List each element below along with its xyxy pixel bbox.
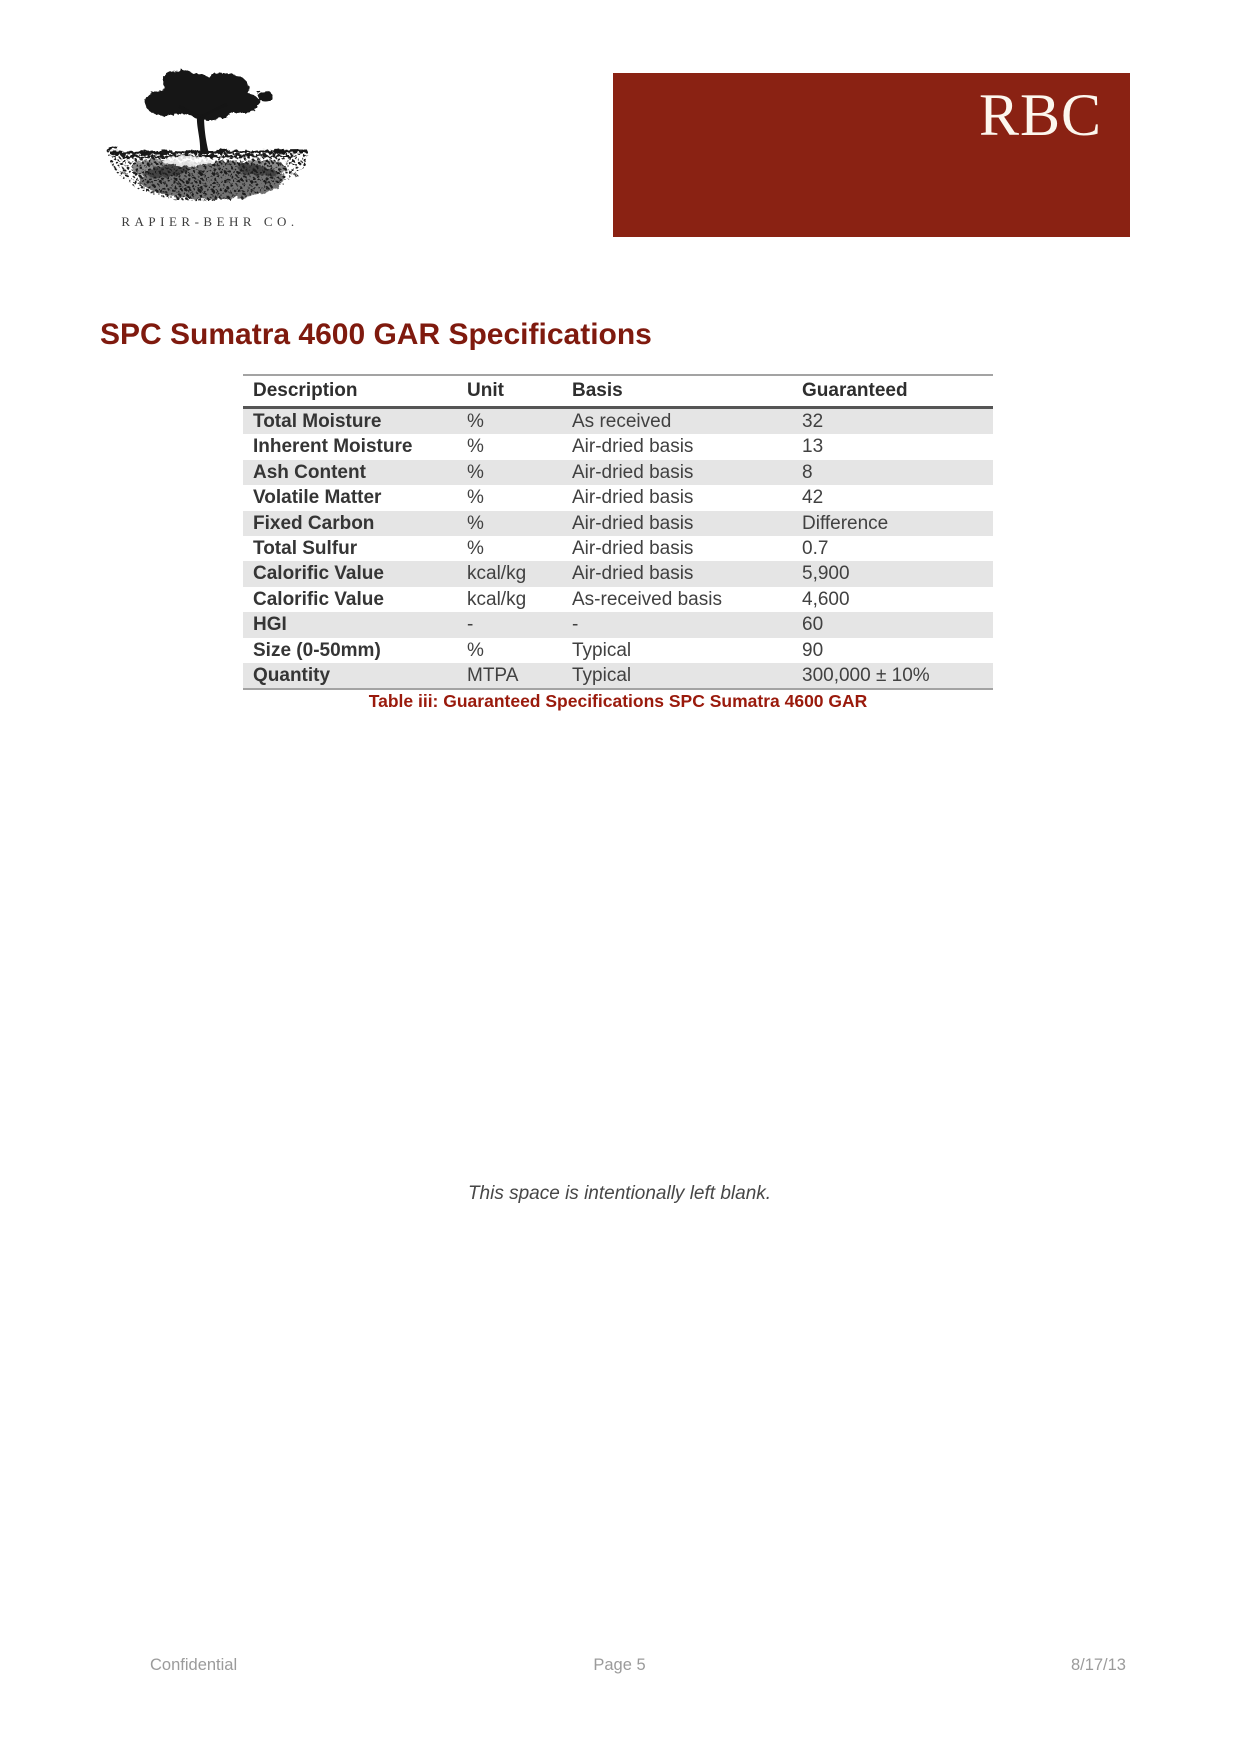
spec-cell-description: Quantity <box>253 664 331 686</box>
spec-table-row <box>243 460 993 485</box>
spec-cell-basis: Air-dried basis <box>572 487 694 509</box>
spec-cell-guaranteed: 8 <box>802 461 813 483</box>
col-header-description: Description <box>253 380 358 401</box>
spec-table-row <box>243 587 993 612</box>
spec-cell-description: Size (0-50mm) <box>253 639 381 661</box>
blank-space-note: This space is intentionally left blank. <box>467 1183 772 1204</box>
spec-cell-unit: % <box>467 461 484 483</box>
col-header-guaranteed: Guaranteed <box>802 380 908 401</box>
spec-table-row <box>243 638 993 663</box>
page-title: SPC Sumatra 4600 GAR Specifications <box>100 318 652 351</box>
spec-cell-basis: As received <box>572 411 672 432</box>
col-header-basis: Basis <box>572 380 623 401</box>
spec-cell-description: Fixed Carbon <box>253 512 375 534</box>
spec-cell-basis: Air-dried basis <box>572 563 694 585</box>
tree-field-logo-icon <box>100 58 320 208</box>
page-footer <box>0 1656 1239 1678</box>
spec-cell-unit: % <box>467 411 484 432</box>
spec-cell-guaranteed: 42 <box>802 487 824 509</box>
spec-cell-description: Total Moisture <box>253 411 382 432</box>
spec-table-row <box>243 561 993 586</box>
spec-table-row <box>243 663 993 688</box>
spec-cell-basis: As-received basis <box>572 588 722 610</box>
col-header-unit: Unit <box>467 380 504 401</box>
spec-cell-basis: Typical <box>572 664 632 686</box>
brand-monogram: RBC <box>978 82 1102 148</box>
spec-cell-unit: - <box>467 614 474 636</box>
spec-table-body <box>243 409 993 688</box>
company-name: RAPIER-BEHR CO. <box>121 214 299 229</box>
company-logo <box>98 58 322 230</box>
spec-cell-guaranteed: 0.7 <box>802 537 829 559</box>
spec-cell-basis: Air-dried basis <box>572 461 694 483</box>
brand-banner <box>613 73 1130 237</box>
spec-cell-description: Inherent Moisture <box>253 436 413 458</box>
spec-cell-basis: Air-dried basis <box>572 512 694 534</box>
footer-page-number: Page 5 <box>593 1656 646 1674</box>
spec-cell-basis: Air-dried basis <box>572 537 694 559</box>
spec-cell-unit: kcal/kg <box>467 588 527 610</box>
spec-cell-basis: Typical <box>572 639 632 661</box>
spec-cell-unit: % <box>467 512 484 534</box>
spec-cell-guaranteed: 32 <box>802 411 824 432</box>
spec-cell-description: Ash Content <box>253 461 366 483</box>
spec-cell-guaranteed: 5,900 <box>802 563 850 585</box>
spec-cell-guaranteed: 60 <box>802 614 824 636</box>
table-caption: Table iii: Guaranteed Specifications SPC Sumatra 4600 GAR <box>368 691 868 711</box>
spec-cell-unit: % <box>467 537 484 559</box>
spec-cell-unit: kcal/kg <box>467 563 527 585</box>
footer-date: 8/17/13 <box>1070 1656 1126 1674</box>
spec-cell-description: Volatile Matter <box>253 487 382 509</box>
spec-cell-unit: MTPA <box>467 664 519 686</box>
spec-cell-description: HGI <box>253 614 287 636</box>
spec-cell-description: Calorific Value <box>253 563 384 585</box>
spec-cell-description: Total Sulfur <box>253 537 358 559</box>
spec-table-row <box>243 536 993 561</box>
spec-cell-unit: % <box>467 487 484 509</box>
spec-cell-guaranteed: 90 <box>802 639 824 661</box>
spec-table-header <box>243 376 993 409</box>
spec-cell-basis: - <box>572 614 579 636</box>
spec-cell-guaranteed: 4,600 <box>802 588 850 610</box>
spec-table-row <box>243 511 993 536</box>
spec-cell-guaranteed: 300,000 ± 10% <box>802 664 930 686</box>
spec-cell-guaranteed: 13 <box>802 436 824 458</box>
spec-cell-unit: % <box>467 639 484 661</box>
spec-cell-unit: % <box>467 436 484 458</box>
spec-cell-guaranteed: Difference <box>802 512 889 534</box>
spec-cell-basis: Air-dried basis <box>572 436 694 458</box>
spec-table-row <box>243 434 993 459</box>
spec-table-row <box>243 485 993 510</box>
footer-confidential: Confidential <box>150 1656 238 1674</box>
spec-cell-description: Calorific Value <box>253 588 384 610</box>
spec-table <box>243 374 993 690</box>
spec-table-row <box>243 409 993 434</box>
spec-table-row <box>243 612 993 637</box>
